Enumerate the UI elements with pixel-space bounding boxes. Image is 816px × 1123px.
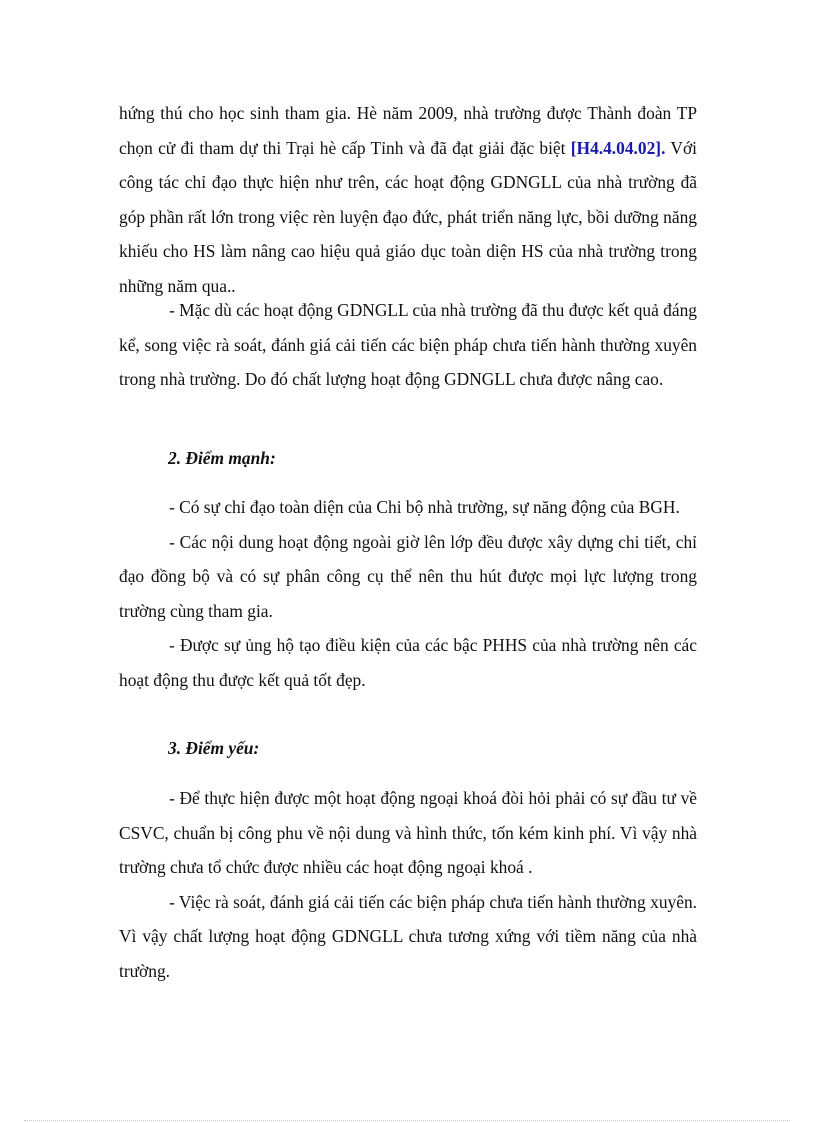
strength-item-2: - Các nội dung hoạt động ngoài giờ lên lớp đều được xây dựng chi tiết, chỉ đạo đồng bộ và có sự phân công cụ thể nên thu hút được mọi lực lượng trong trường cùng tham gia. [119, 531, 697, 621]
weakness-item-1: - Để thực hiện được một hoạt động ngoại khoá đòi hỏi phải có sự đầu tư về CSVC, chuẩn bị công phu về nội dung và hình thức, tốn kém kinh phí. Vì vậy nhà trường chưa tổ chức được nhiều các hoạt động ngoại khoá . [119, 788, 697, 877]
weaknesses-list [119, 781, 697, 988]
page-bottom-divider [24, 1120, 790, 1121]
intro-paragraph-block [119, 96, 697, 303]
strength-item-3: - Được sự ủng hộ tạo điều kiện của các bậc PHHS của nhà trường nên các hoạt động thu được kết quả tốt đẹp. [119, 635, 697, 690]
intro-paragraph [119, 96, 697, 303]
evidence-reference: [H4.4.04.02]. [570, 137, 666, 158]
strengths-list [119, 490, 697, 697]
intro-text-part2: Với công tác chỉ đạo thực hiện như trên, các hoạt động GDNGLL của nhà trường đã góp phần rất lớn trong việc rèn luyện đạo đức, phát triển năng lực, bồi dưỡng năng khiếu cho HS làm nâng cao hiệu quả giáo dục toàn diện HS của nhà trường trong những năm qua.. [119, 137, 697, 296]
weaknesses-heading: 3. Điểm yếu: [168, 738, 260, 758]
strengths-heading: 2. Điểm mạnh: [168, 448, 276, 468]
limitation-paragraph-block [119, 293, 697, 397]
weakness-item-2: - Việc rà soát, đánh giá cải tiến các biện pháp chưa tiến hành thường xuyên. Vì vậy chất lượng hoạt động GDNGLL chưa tương xứng với tiềm năng của nhà trường. [119, 891, 697, 981]
strength-item-1: - Có sự chỉ đạo toàn diện của Chi bộ nhà trường, sự năng động của BGH. [169, 497, 680, 517]
intro-text-part1: hứng thú cho học sinh tham gia. Hè năm 2009, nhà trường được Thành đoàn TP chọn cử đi tham dự thi Trại hè cấp Tỉnh và đã đạt giải đặc biệt [119, 103, 697, 158]
limitation-paragraph: - Mặc dù các hoạt động GDNGLL của nhà trường đã thu được kết quả đáng kể, song việc rà soát, đánh giá cải tiến các biện pháp chưa tiến hành thường xuyên trong nhà trường. Do đó chất lượng hoạt động GDNGLL chưa được nâng cao. [119, 300, 697, 389]
